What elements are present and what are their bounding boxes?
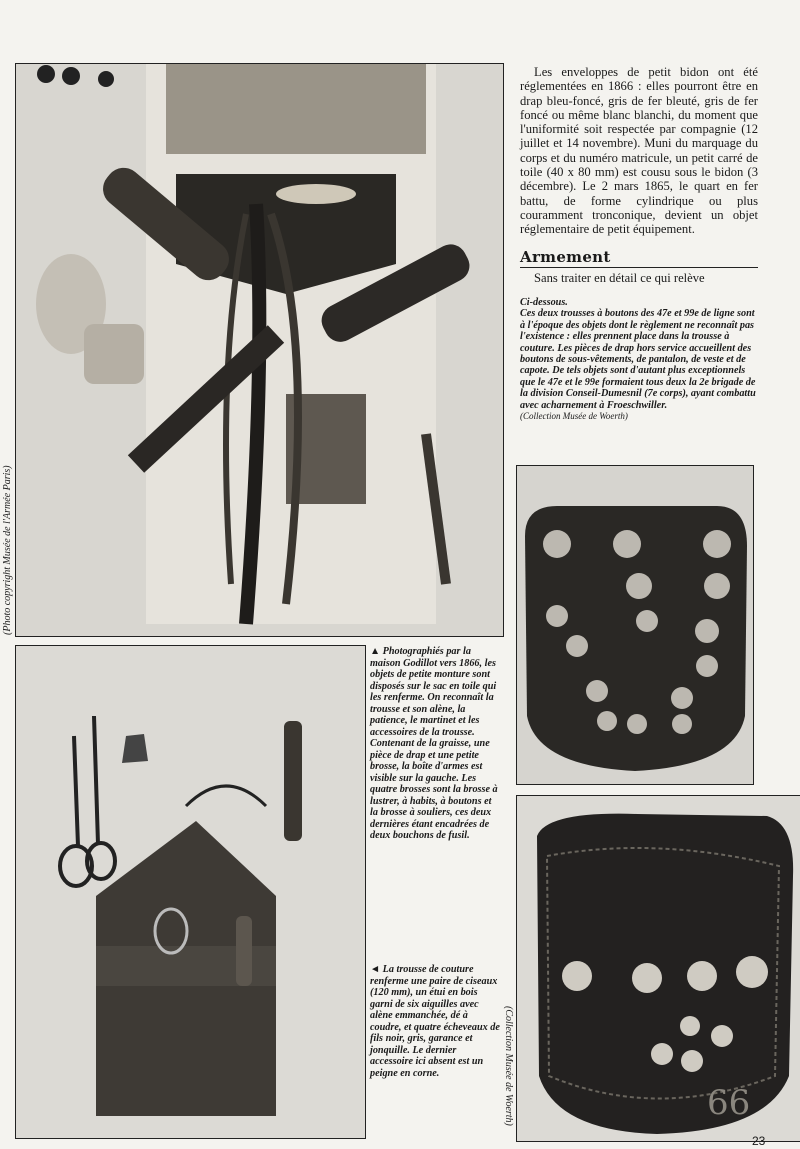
left-arrow-icon: ◄ xyxy=(370,964,381,975)
svg-text:66: 66 xyxy=(707,1083,751,1123)
caption-text: Ces deux trousses à boutons des 47e et 99e de ligne sont à l'époque des objets dont le règlement ne reconnaît pas l'existence : elles prennent place dans la trousse à couture. Les pièces de drap hors service accueillent des boutons de sous-vêtements, de pantalon, de veste et de capote. De tels objets sont d'autant plus exceptionnels que le 47e et le 99e formaient tous deux la 2e brigade de la division Conseil-Dumesnil (7e corps), ayant combattu avec acharnement à Froeschwiller. xyxy=(520,308,756,411)
caption-text: Photographiés par la maison Godillot vers 1866, les objets de petite monture sont disposés sur le sac en toile qui les renferme. On reconnaît la trousse et son alène, la patience, le martinet et les accessoires de la trousse. Contenant de la graisse, une pièce de drap et une petite brosse, la boîte d'armes est visible sur la gauche. Les quatre brosses sont la brosse à lustrer, à habits, à boutons et la brosse à souliers, ces deux dernières étant encadrées de deux bouchons de fusil. xyxy=(370,646,498,841)
caption-sewing-kit xyxy=(370,964,500,1079)
photo-credit-left: (Photo copyright Musée de l'Armée Paris) xyxy=(2,465,13,635)
photo-credit-right: (Collection Musée de Woerth) xyxy=(503,1006,514,1126)
section-text: Sans traiter en détail ce qui relève xyxy=(534,271,705,285)
photo-button-kit-2 xyxy=(516,795,800,1142)
caption-text: La trousse de couture renferme une paire de ciseaux (120 mm), un étui en bois garni de six aiguilles avec alène emmanchée, dé à coudre, et quatre écheveaux de fils noir, gris, garance et jonquille. Le dernier accessoire ici absent est un peigne en corne. xyxy=(370,964,500,1079)
page-number: 23 xyxy=(752,1134,766,1148)
caption-lead: Ci-dessous. xyxy=(520,297,568,308)
body-paragraph: Les enveloppes de petit bidon ont été réglementées en 1866 : elles pourront être en drap bleu-foncé, gris de fer bleuté, gris de fer foncé ou même blanc blanchi, du moment que l'uniformité soit respectée par compagnie (12 juillet et 14 novembre). Muni du marquage du corps et du numéro matricule, un petit carré de toile (40 x 80 mm) est cousu sous le bidon (3 décembre). Le 2 mars 1865, le quart en fer battu, de forme cylindrique ou plus couramment tronconique, devient un objet réglementaire de petit équipement. xyxy=(520,65,758,237)
photo-kit-on-bag xyxy=(15,63,504,637)
caption-button-kits xyxy=(520,297,760,422)
up-arrow-icon: ▲ xyxy=(370,646,381,657)
photo-sewing-kit xyxy=(15,645,366,1139)
photo-button-kit-1 xyxy=(516,465,754,785)
caption-credit: (Collection Musée de Woerth) xyxy=(520,411,628,422)
caption-godillot xyxy=(370,646,500,842)
section-title: Armement xyxy=(520,248,758,268)
